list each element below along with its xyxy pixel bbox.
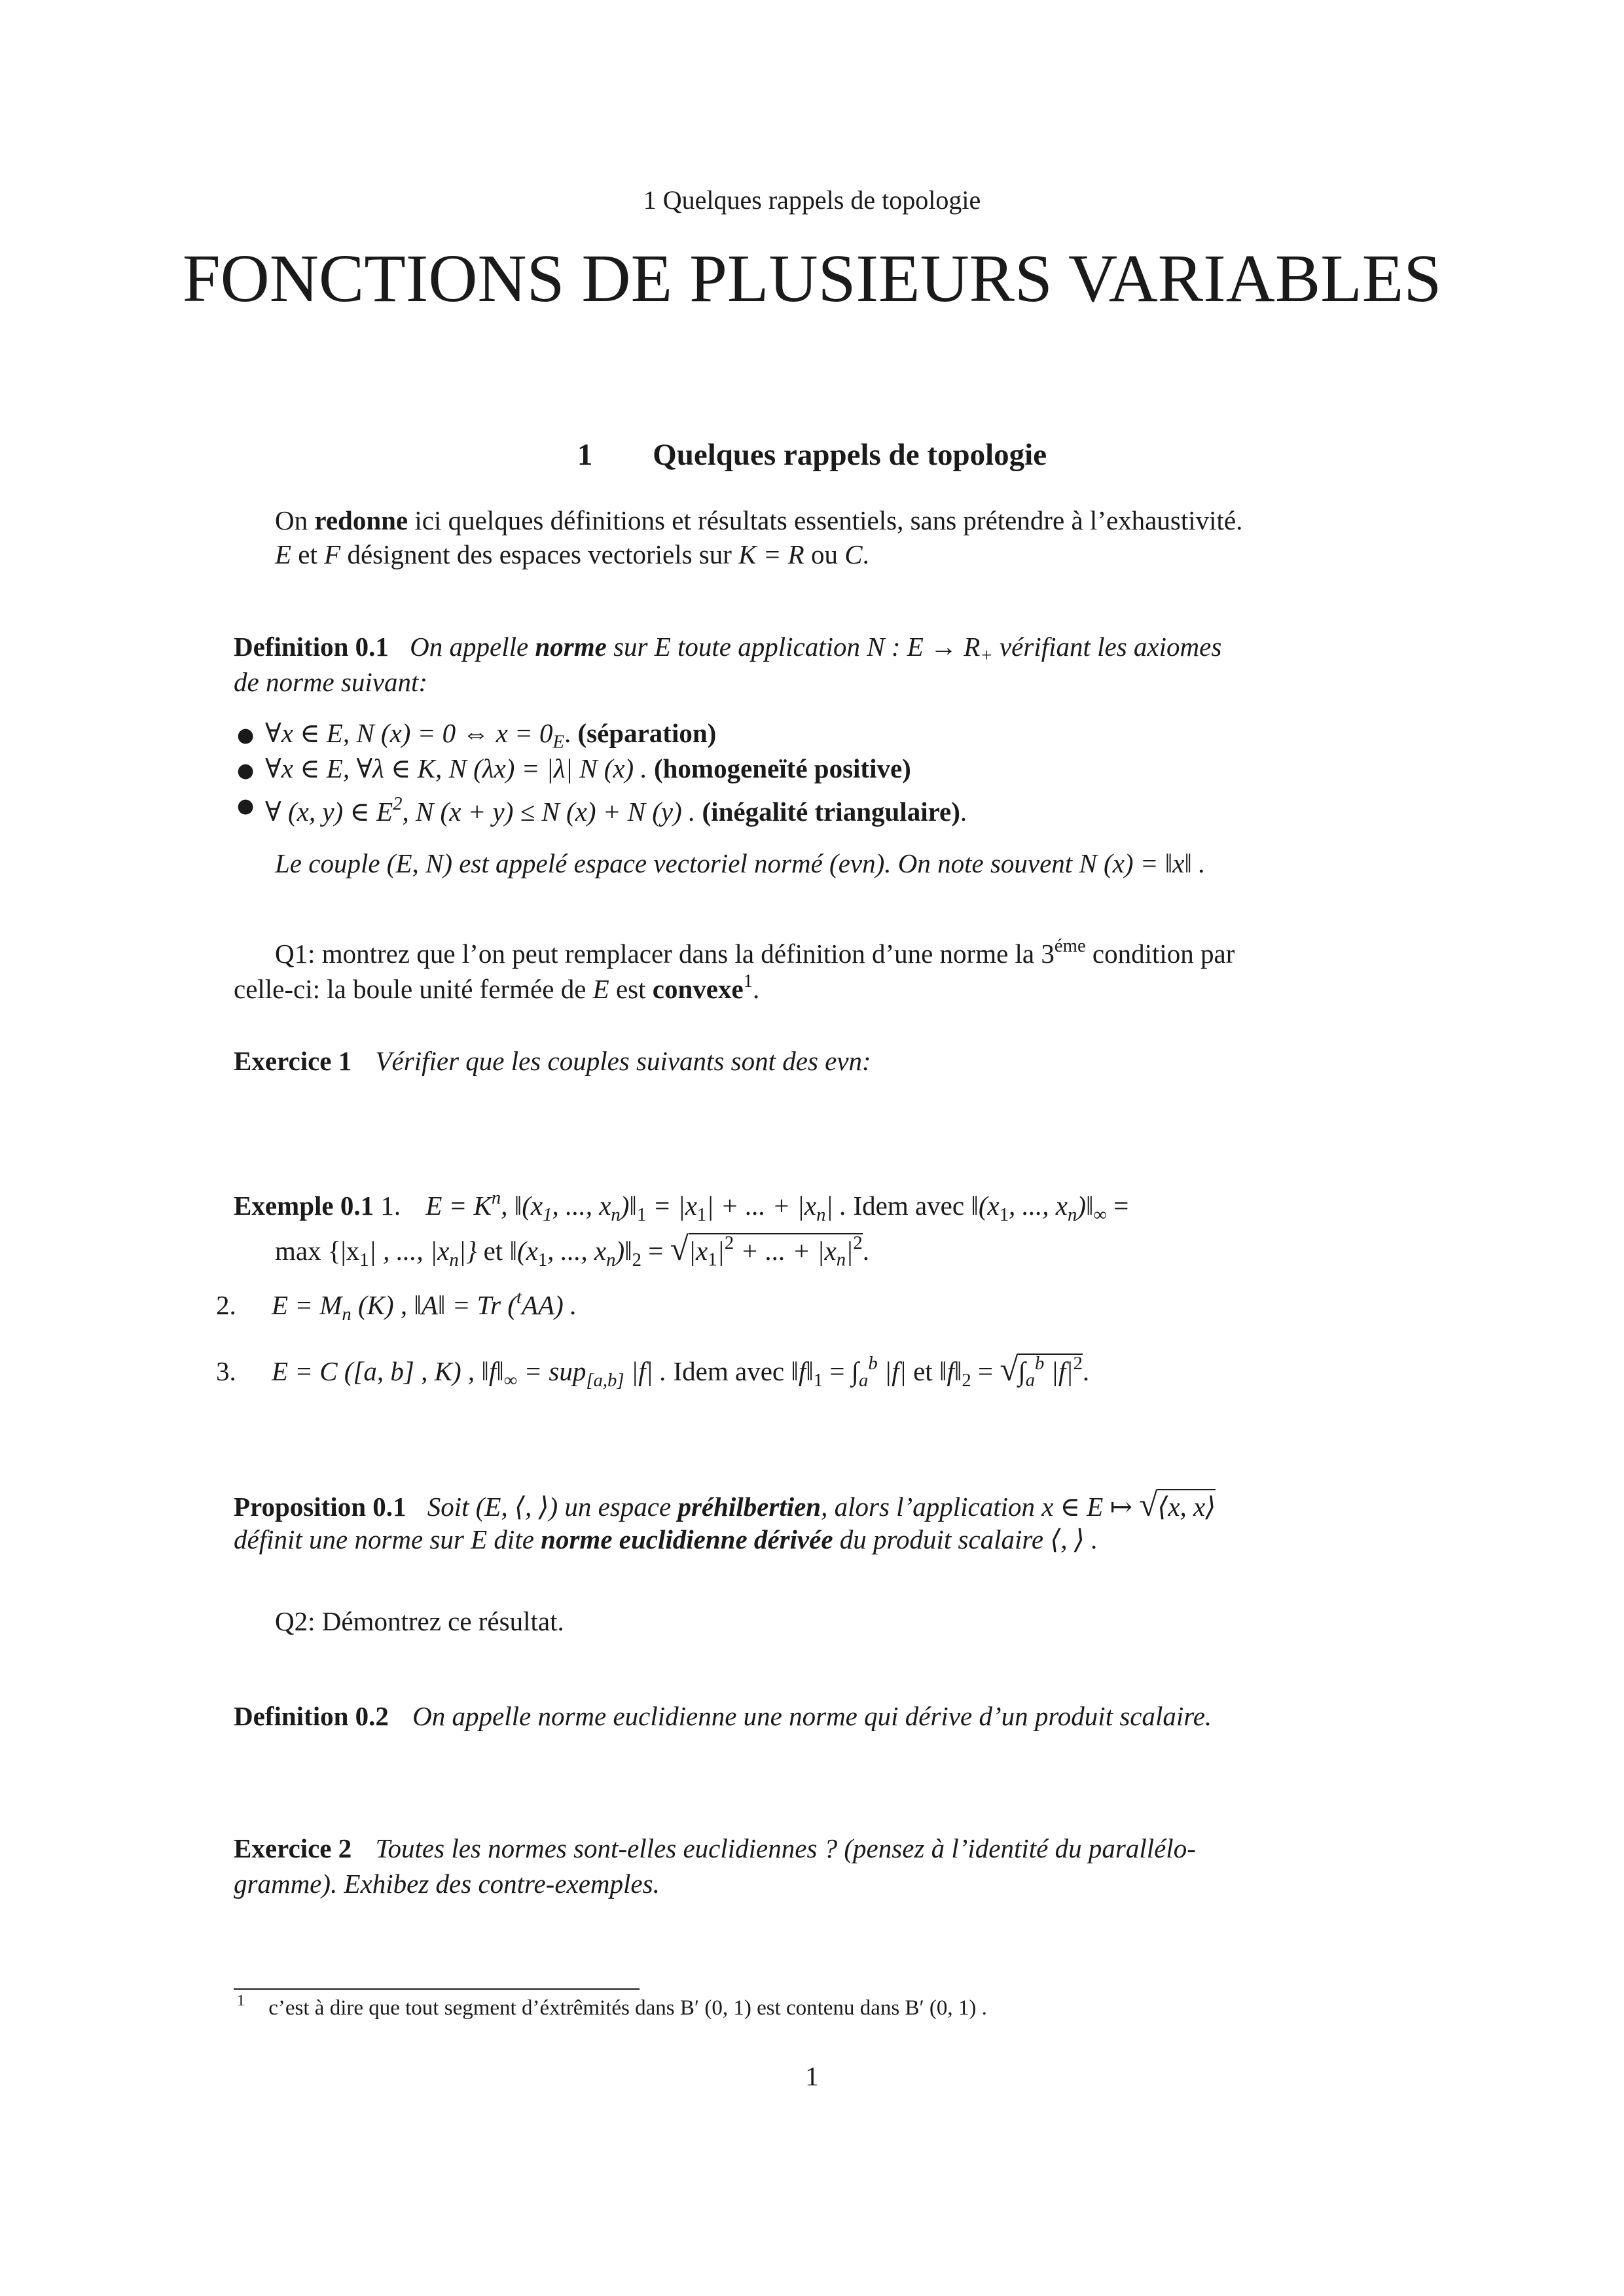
text: et [483, 1236, 503, 1266]
intro-rest: ici quelques définitions et résultats essentiels, sans prétendre à l’exhaustivité. [414, 505, 1243, 535]
math: max {|x [275, 1236, 360, 1266]
math-e: E [275, 539, 292, 569]
example-label: Exemple 0.1 [234, 1191, 374, 1221]
q1-text: condition par [1092, 939, 1235, 969]
period: . [753, 974, 760, 1005]
item-number: 3. [216, 1356, 236, 1387]
integral-icon: ∫ [1018, 1356, 1026, 1387]
math: = [829, 1356, 845, 1387]
evn-note: Le couple (E, N) est appelé espace vectoriel normé (evn). On note souvent N (x) = ‖x‖ . [275, 848, 1206, 878]
period: . [862, 539, 869, 569]
math: |f| [1051, 1356, 1074, 1387]
math: |f| [884, 1356, 907, 1387]
q1-text: Q1: montrez que l’on peut remplacer dans la définition d’une norme la 3 [275, 939, 1055, 969]
question-2: Q2: Démontrez ce résultat. [275, 1606, 564, 1636]
q1-convexe: convexe [652, 974, 744, 1005]
exercise-label: Exercice 2 [234, 1833, 352, 1863]
period: . [1082, 1356, 1090, 1387]
definition-0-1-line-2: de norme suivant: [234, 667, 428, 697]
axiom-sup: 2 [393, 793, 403, 814]
math-sup: 2 [853, 1232, 863, 1253]
math-e: E [592, 974, 609, 1005]
math-sup: n [491, 1187, 501, 1208]
text: et [913, 1356, 933, 1387]
math-f: F [324, 539, 341, 569]
math: ‖(x [971, 1191, 1000, 1221]
axiom-label: (séparation) [577, 718, 717, 748]
word-et: et [298, 539, 317, 569]
intro-text: désignent des espaces vectoriels sur [347, 539, 732, 569]
exercise-2-line-2: gramme). Exhibez des contre-exemples. [234, 1869, 660, 1899]
proposition-0-1-line-2 [234, 1522, 1098, 1557]
bullet-icon: ● [237, 759, 255, 782]
math-sub: 1 [813, 1369, 823, 1391]
math: | . [825, 1191, 847, 1221]
section-title: Quelques rappels de topologie [653, 438, 1047, 472]
math: E = K [425, 1191, 492, 1221]
period: . [862, 1236, 869, 1266]
math: )‖ [615, 1236, 632, 1266]
axiom-item [265, 786, 967, 829]
math-sub: n [816, 1204, 826, 1225]
sqrt-icon: √ [1000, 1351, 1019, 1389]
section-number: 1 [577, 438, 593, 472]
text: Idem avec [853, 1191, 965, 1221]
intro-line-2 [275, 537, 869, 572]
math-sub: n [1067, 1204, 1077, 1225]
math: , ..., x [547, 1236, 607, 1266]
exercise-label: Exercice 1 [234, 1046, 352, 1076]
prop-text: , alors l’application x ∈ E ↦ [821, 1492, 1132, 1522]
proposition-0-1-line-1 [234, 1488, 1216, 1524]
prop-term: norme euclidienne dérivée [541, 1524, 833, 1554]
math: , ..., x [1009, 1191, 1068, 1221]
math: = sup [524, 1356, 586, 1387]
bullet-icon: ● [237, 795, 255, 817]
axiom-item [265, 751, 911, 786]
definition-0-2 [234, 1698, 1212, 1734]
exercise-text: Vérifier que les couples suivants sont des evn: [375, 1046, 871, 1076]
math: E = C ([a, b] , K) , ‖f‖ [272, 1356, 504, 1387]
def-sub: + [980, 645, 993, 666]
math-k-eq: K = R [738, 539, 804, 569]
q1-text: celle-ci: la boule unité fermée de [234, 974, 586, 1005]
math-sub: n [611, 1204, 621, 1225]
math: |} [458, 1236, 477, 1266]
math: = [648, 1236, 664, 1266]
def-text: sur E toute application N : E → R [613, 632, 981, 662]
math: | [846, 1236, 854, 1266]
sqrt-content [1018, 1353, 1083, 1391]
running-head: 1 Quelques rappels de topologie [643, 185, 981, 215]
period: . [960, 797, 967, 827]
page-number: 1 [805, 2061, 819, 2091]
footnote-text: c’est à dire que tout segment d’éxtrêmités dans B′ (0, 1) est contenu dans B′ (0, 1) . [268, 1996, 987, 2020]
prop-text: Soit (E, ⟨, ⟩) un espace [427, 1492, 672, 1522]
integral-icon: ∫ [851, 1356, 859, 1387]
math-sub: 2 [632, 1249, 641, 1270]
math: , ‖(x [501, 1191, 543, 1221]
math-sub: ∞ [503, 1369, 518, 1391]
axiom-math: ∀ (x, y) ∈ E [265, 797, 393, 827]
math-sub: ∞ [1093, 1204, 1107, 1225]
example-0-1-item-3 [216, 1346, 1089, 1398]
intro-on: On [275, 505, 308, 535]
math-sup: 2 [724, 1232, 734, 1253]
math-sub: a [858, 1369, 869, 1391]
math-sup: t [516, 1287, 522, 1308]
math-sub: 2 [962, 1369, 971, 1391]
definition-label: Definition 0.2 [234, 1701, 389, 1731]
axiom-math: , N (x + y) ≤ N (x) + N (y) . [402, 797, 696, 827]
math-sub: 1 [636, 1204, 647, 1225]
example-0-1-item-2 [216, 1280, 577, 1332]
math-sup: b [1035, 1353, 1045, 1374]
footnote-ref: 1 [743, 971, 753, 992]
prop-text: définit une norme sur E dite [234, 1524, 534, 1554]
math-sup: 2 [1073, 1353, 1083, 1374]
math: |f| . [630, 1356, 667, 1387]
math-sub: n [449, 1249, 459, 1270]
math: = [977, 1356, 994, 1387]
text: Idem avec [673, 1356, 785, 1387]
math-sup: b [868, 1353, 878, 1374]
math-sub: n [606, 1249, 616, 1270]
math-sub: [a,b] [586, 1369, 624, 1391]
prop-term: préhilbertien [677, 1492, 821, 1522]
intro-redonne: redonne [314, 505, 408, 535]
math-sub: 1 [999, 1204, 1009, 1225]
math: ‖(x [509, 1236, 538, 1266]
prop-text: du produit scalaire ⟨, ⟩ . [839, 1524, 1098, 1554]
math-sub: 1 [708, 1249, 717, 1270]
footnote-divider [234, 1988, 640, 1990]
exercise-2-line-1 [234, 1831, 1196, 1866]
axiom-label: (inégalité triangulaire) [702, 797, 960, 827]
math-sub: n [342, 1303, 352, 1325]
item-number: 2. [216, 1290, 236, 1321]
math: | + ... + |x [706, 1191, 817, 1221]
axiom-math: ∀x ∈ E, N (x) = 0 ⇔ x = 0 [265, 718, 553, 748]
sqrt-content: ⟨x, x⟩ [1157, 1489, 1216, 1522]
exercise-text: Toutes les normes sont-elles euclidiennes ? (pensez à l’identité du parallélo- [375, 1833, 1196, 1863]
intro-line-1 [275, 503, 1242, 538]
def-text: vérifiant les axiomes [999, 632, 1222, 662]
word-ou: ou [810, 539, 838, 569]
math: ‖f‖ [939, 1356, 962, 1387]
math: |x [688, 1236, 708, 1266]
math-sub: 1 [537, 1249, 548, 1270]
definition-label: Definition 0.1 [234, 632, 389, 662]
math-sub: n [836, 1249, 846, 1270]
math-sub: 1 [696, 1204, 707, 1225]
math-sub: 1 [359, 1249, 369, 1270]
def-text: On appelle norme euclidienne une norme qui dérive d’un produit scalaire. [412, 1701, 1212, 1731]
example-0-1-line-1 [234, 1180, 1128, 1232]
q1-sup: éme [1054, 935, 1086, 956]
example-0-1-line-2 [275, 1225, 869, 1278]
exercise-1 [234, 1043, 871, 1079]
sqrt-content [688, 1232, 863, 1270]
axiom-sub: E [552, 731, 564, 753]
sqrt-icon: √ [1139, 1486, 1158, 1524]
math: )‖ [620, 1191, 637, 1221]
math-sub: a [1025, 1369, 1036, 1391]
footnote-mark: 1 [237, 1992, 245, 2009]
document-title: FONCTIONS DE PLUSIEURS VARIABLES [182, 241, 1442, 316]
def-term-norme: norme [535, 632, 607, 662]
section-heading [0, 437, 1624, 473]
math: = [1113, 1191, 1129, 1221]
axiom-math: ∀x ∈ E, ∀λ ∈ K, N (λx) = |λ| N (x) . [265, 753, 647, 783]
math: ‖f‖ [791, 1356, 814, 1387]
period: . [564, 718, 571, 748]
math: AA) . [522, 1290, 577, 1321]
math-c: C [844, 539, 863, 569]
proposition-label: Proposition 0.1 [234, 1492, 406, 1522]
question-1-line-2 [234, 963, 759, 1007]
math-sub: 1 [543, 1204, 552, 1225]
item-number: 1. [380, 1191, 401, 1221]
math: + ... + |x [740, 1236, 837, 1266]
sqrt-icon: √ [670, 1230, 689, 1268]
math: | , ..., |x [369, 1236, 450, 1266]
footnote [237, 1992, 987, 2020]
math: = |x [653, 1191, 697, 1221]
bullet-icon: ● [237, 724, 255, 747]
math: E = M [272, 1290, 342, 1321]
def-text: On appelle [410, 632, 529, 662]
math: (K) , ‖A‖ = Tr ( [357, 1290, 517, 1321]
q1-text: est [615, 974, 646, 1005]
math: , ..., x [552, 1191, 611, 1221]
math: )‖ [1077, 1191, 1094, 1221]
math: | [717, 1236, 725, 1266]
axiom-label: (homogeneïté positive) [653, 753, 911, 783]
